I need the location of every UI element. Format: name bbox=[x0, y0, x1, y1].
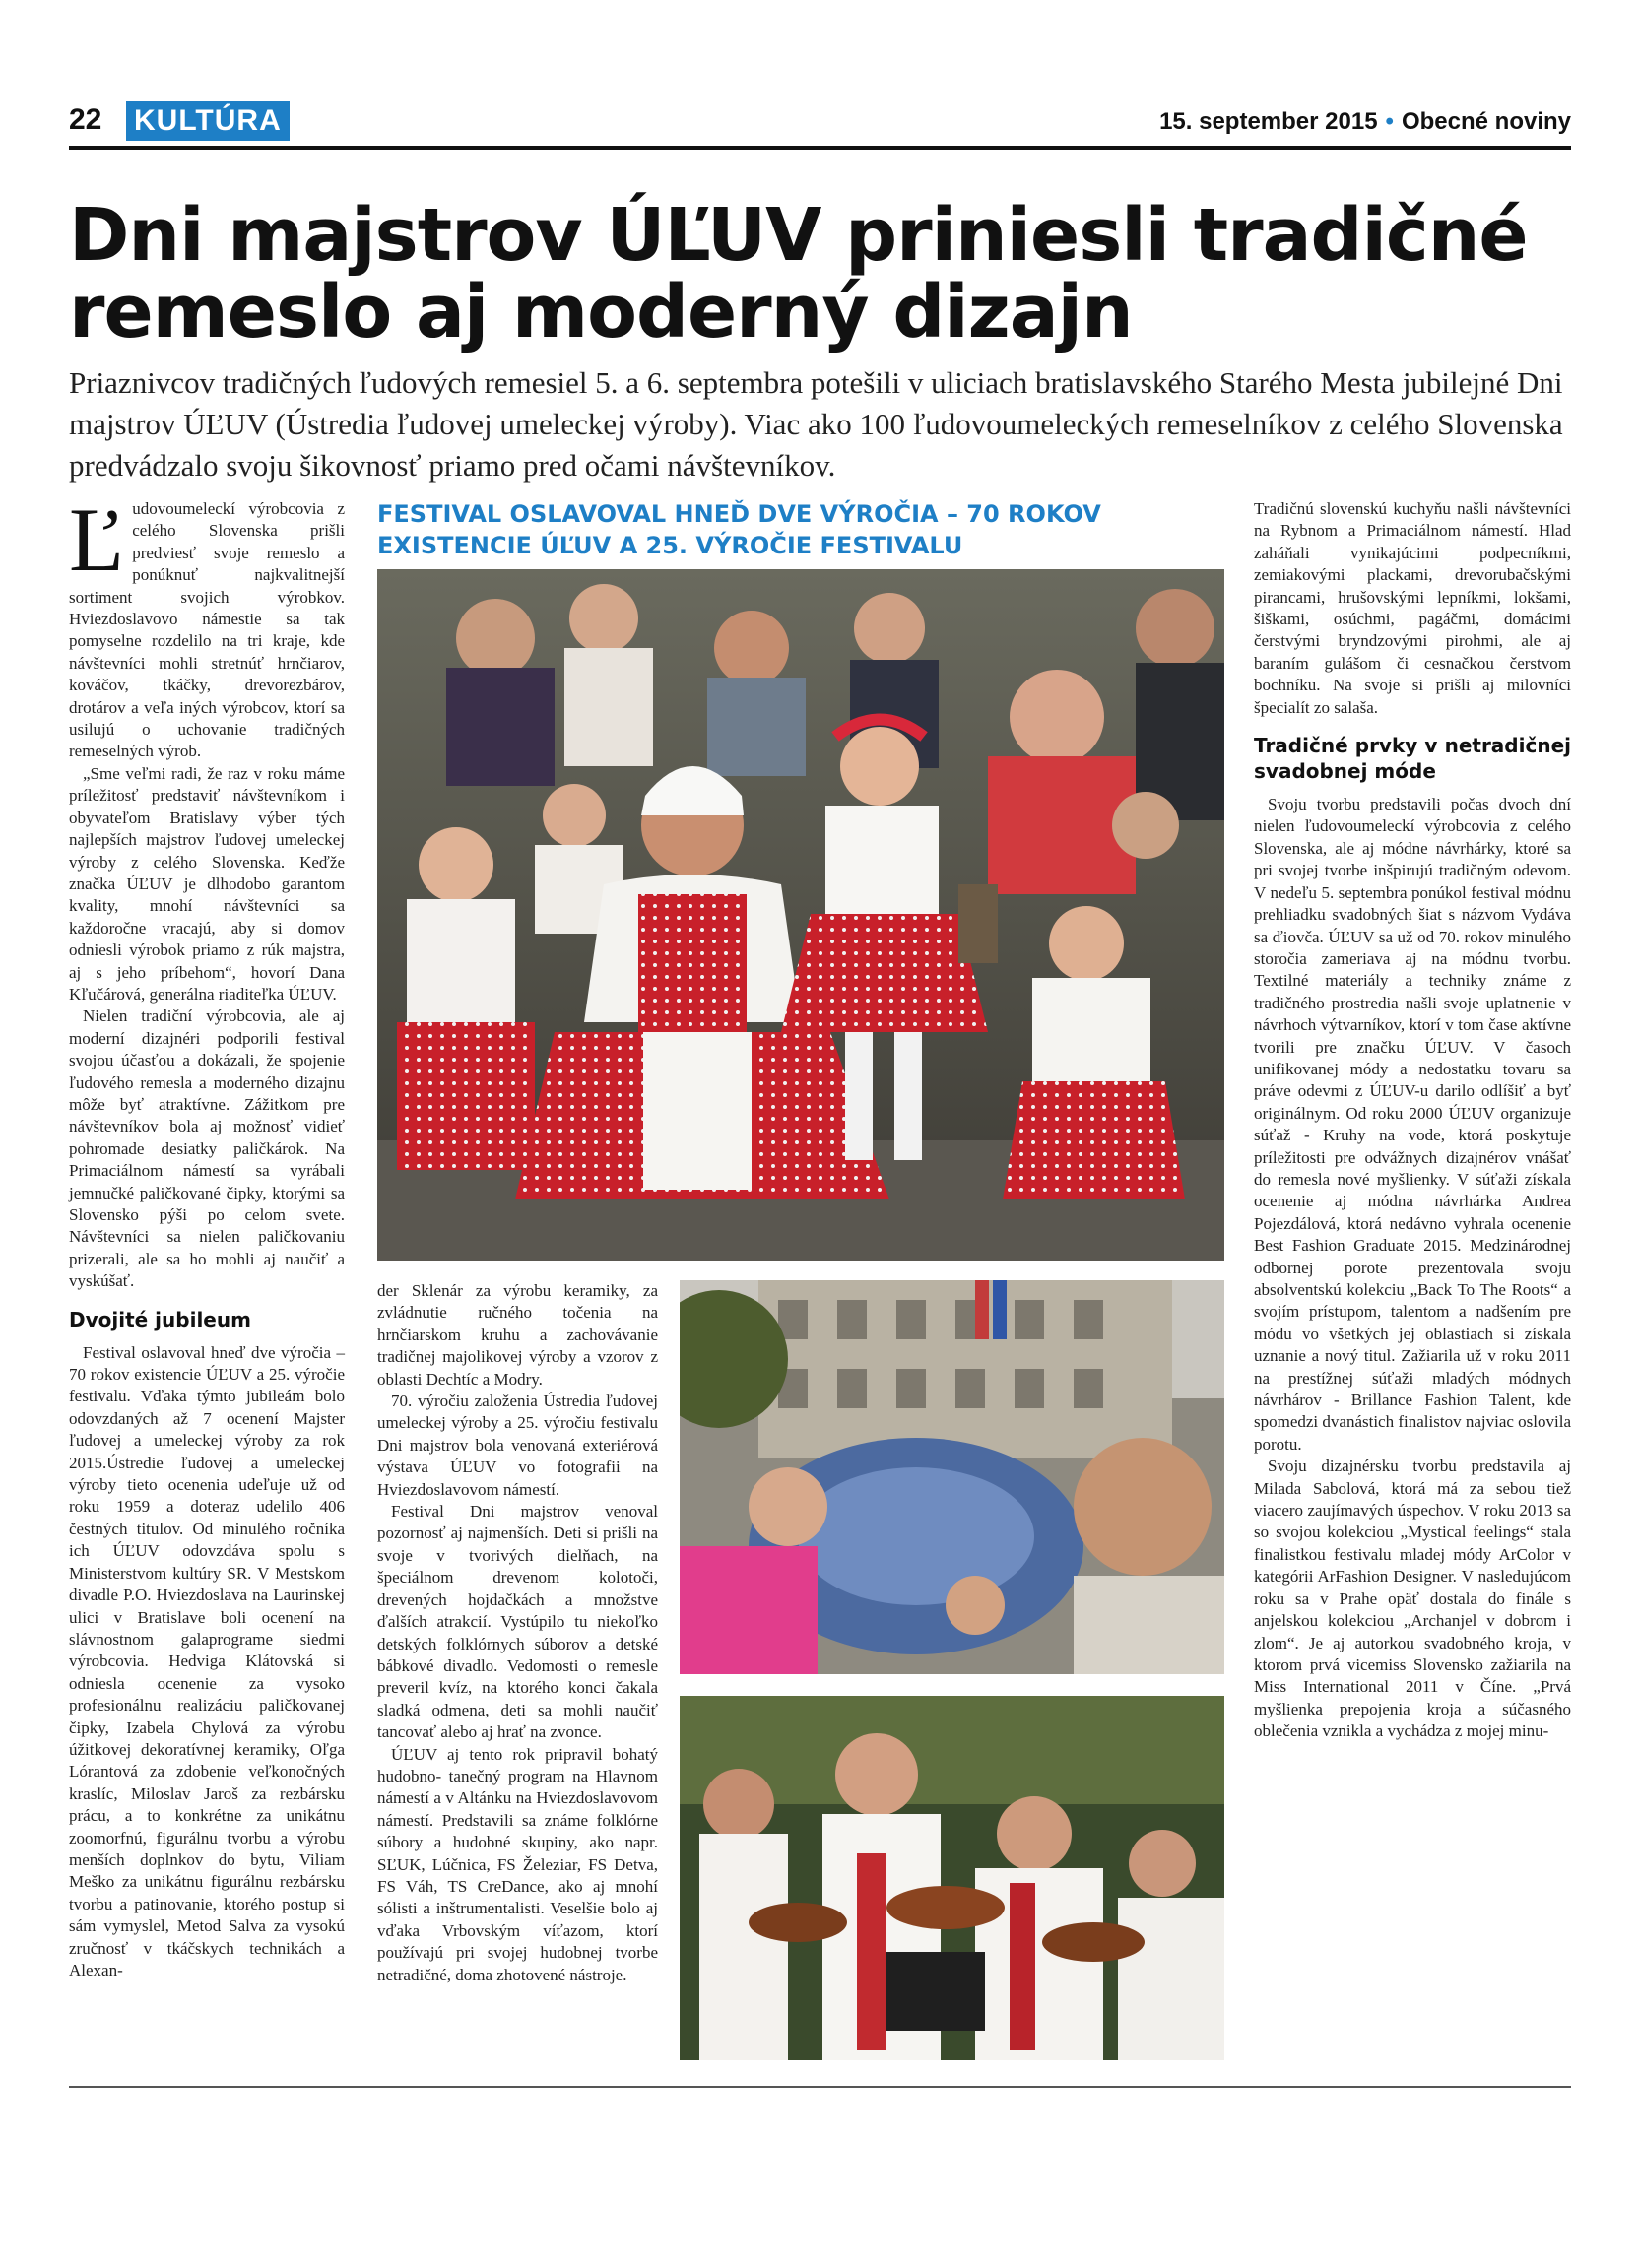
section-label: KULTÚRA bbox=[126, 101, 290, 141]
header-rule bbox=[69, 146, 1571, 150]
paragraph: der Sklenár za výrobu keramiky, za zvládnutie ručného točenia na hrnčiarskom kruhu a zachovávanie tradičnej majolikovej výroby a vzorov z oblasti Dechtíc a Modry. bbox=[377, 1281, 658, 1389]
paragraph: Festival Dni majstrov venoval pozornosť aj najmenších. Deti si prišli na svoje v tvorivých dielňach, na špeciálnom drevenom kolotoči, drevených hojdačkách a množstve ďalších atrakcií. Vystúpilo tu niekoľko detských folklórnych súborov a detské bábkové divadlo. Vedomosti o remesle preveril kvíz, na ktorého konci čakala sladká odmena, deti sa mohli naučiť tancovať alebo aj hrať na zvonce. bbox=[377, 1502, 658, 1742]
paragraph-text: udovoumeleckí výrobcovia z celého Slovenska prišli predviesť svoje remeslo a ponúknuť najkvalitnejší sortiment svojich výrobkov. Hviezdoslavovo námestie sa tak pomyselne rozdelilo na tri kraje, kde návštevníci mohli stretnúť hrnčiarov, kováčov, tkáčky, drevorezbárov, drotárov a veľa iných výrobcov, ktorí sa usilujú o uchovanie tradičných remeselných výrob. bbox=[69, 499, 345, 761]
paragraph: Svoju tvorbu predstavili počas dvoch dní nielen ľudovoumeleckí výrobcovia z celého Slovenska, ale aj módne návrhárky, ktoré sa pri svojej tvorbe inšpirujú tradičným odevom. V nedeľu 5. septembra ponúkol festival módnu prehliadku svadobných šiat s názvom Vydáva sa ďiovča. ÚĽUV sa už od 70. rokov minulého storočia zameriava aj na módnu tvorbu. Textilné materiály a techniky známe z tradičného prostredia našli svoje uplatnenie v návrhoch výtvarníkov, ktorí v tom čase aktívne tvorili pre značku ÚĽUV. V časoch unifikovanej módy a nedostatku tovaru sa práve odevmi z ÚĽUV-u darilo odlíšiť a byť originálnym. Od roku 2000 ÚĽUV organizuje súťaž - Kruhy na vode, ktorá poskytuje príležitosti pre odvážnych dizajnérov vnášať do remesla nové myšlienky. V súťaži získala ocenenie aj módna návrhárka Andrea Pojezdálová, ktorá nedávno vyhrala ocenenie Best Fashion Graduate 2015. Medzinárodnej odbornej porote prezentovala svoju absolventskú kolekciu „Back To The Roots“ a svojím prístupom, talentom a nadšením pre módu vo všetkých jej oblastiach si získala uznanie a nový titul. Zažiarila už v roku 2011 na prestížnej súťaži mladých módnych návrhárov - Brillance Fashion Talent, kde spomedzi dvanástich finalistov najviac oslovila porotu. bbox=[1254, 795, 1571, 1454]
subheading: Tradičné prvky v netradičnej svadobnej móde bbox=[1254, 734, 1571, 784]
musicians-photo bbox=[680, 1696, 1224, 2060]
paragraph: 70. výročiu založenia Ústredia ľudovej umeleckej výroby a 25. výročiu festivalu Dni majstrov bola venovaná exteriérová výstava ÚĽUV vo fotografii na Hviezdoslavovom námestí. bbox=[377, 1392, 658, 1499]
subheading: Dvojité jubileum bbox=[69, 1307, 251, 1331]
separator-dot: • bbox=[1385, 108, 1394, 135]
issue-info bbox=[1159, 108, 1571, 136]
lace-making-photo bbox=[680, 1280, 1224, 1674]
paragraph: ÚĽUV aj tento rok pripravil bohatý hudobno- tanečný program na Hlavnom námestí a v Altánku na Hviezdoslavovom námestí. Predstavili sa známe folklórne súbory a hudobné skupiny, ako napr. SĽUK, Lúčnica, FS Železiar, FS Detva, FS Váh, TS CreDance, ako aj mnohí sólisti a inštrumentalisti. Veselšie bolo aj vďaka Vrbovským víťazom, ktorí používajú pri svojej hudobnej tvorbe netradičné, doma zhotovené nástroje. bbox=[377, 1744, 658, 1984]
footer-rule bbox=[69, 2086, 1571, 2088]
folk-dancers-photo bbox=[377, 569, 1224, 1261]
publication-name: Obecné noviny bbox=[1401, 108, 1571, 135]
drop-cap: Ľ bbox=[69, 489, 125, 590]
column-1 bbox=[69, 489, 345, 1981]
lead-paragraph: Priaznivcov tradičných ľudových remesiel 5. a 6. septembra potešili v uliciach bratislavského Starého Mesta jubilejné Dni majstrov ÚĽUV (Ústredia ľudovej umeleckej výroby). Viac ako 100 ľudovoumeleckých remeselníkov z celého Slovenska predvádzalo svoju šikovnosť priamo pred očami návštevníkov. bbox=[69, 365, 1563, 483]
headline bbox=[69, 193, 1546, 355]
paragraph: „Sme veľmi radi, že raz v roku máme príležitosť predstaviť návštevníkom i obyvateľom Bratislavy výber tých najlepších majstrov ľudovej umeleckej výroby z celého Slovenska. Keďže značka ÚĽUV je dlhodobo garantom kvality, mnohí návštevníci sa každoročne vracajú, aby si domov odniesli výrobok priamo z rúk majstra, aj s jeho príbehom“, hovorí Dana Kľučárová, generálna riaditeľka ÚĽUV. bbox=[69, 763, 345, 1004]
paragraph: Svoju dizajnérsku tvorbu predstavila aj Milada Sabolová, ktorá má za sebou tiež viacero zaujímavých úspechov. V roku 2013 sa so svojou kolekciou „Mystical feelings“ stala finalistkou festivalu mladej módy ArColor v kategórii ArFashion Designer. V nasledujúcom roku sa v Prahe opäť dostala do finále s anjelskou kolekciou „Archanjel v dobrom i zlom“. Je aj autorkou svadobného kroja, v ktorom prvá vicemiss Slovensko zažiarila na Miss International 2011 v Číne. „Prvá myšlienka prepojenia kroja a súčasného oblečenia vznikla a vychádza z mojej minu- bbox=[1254, 1457, 1571, 1741]
issue-date: 15. september 2015 bbox=[1159, 108, 1378, 135]
column-2 bbox=[377, 1280, 658, 1986]
column-4 bbox=[1254, 498, 1571, 1743]
paragraph: Festival oslavoval hneď dve výročia – 70 rokov existencie ÚĽUV a 25. výročie festivalu. Vďaka týmto jubileám bolo odovzdaných až 7 ocenení Majster ľudovej a umeleckej výroby za rok 2015.Ústredie ľudovej a umeleckej výroby tieto ocenenia udeľuje už od roku 1959 a doteraz udelilo 406 čestných titulov. Od minulého ročníka ich ÚĽUV odovzdáva spolu s Ministerstvom kultúry SR. V Mestskom divadle P.O. Hviezdoslava na Laurinskej ulici v Bratislave boli ocenení na slávnostnom galaprograme siedmi výrobcovia. Hedviga Klátovská si odniesla ocenenie za vysoko profesionálnu realizáciu paličkovanej čipky, Izabela Chylová za výrobu úžitkovej dekoratívnej keramiky, Oľga Lórantová za zdobenie veľkonočných kraslíc, Miloslav Jaroš za rezbársku prácu, a to konkrétne za unikátnu zoomorfnú, figurálnu tvorbu a výrobu menších doplnkov do bytu, Viliam Meško za unikátnu figurálnu rezbársku tvorbu a patinovanie, ktorého postup si sám vymyslel, Metod Salva za vysokú zručnosť v tkáčskych technikách a Alexan- bbox=[69, 1342, 345, 1979]
headline-line-1: Dni majstrov ÚĽUV priniesli tradičné bbox=[69, 193, 1528, 278]
page-number: 22 bbox=[69, 103, 102, 136]
headline-line-2: remeslo aj moderný dizajn bbox=[69, 270, 1133, 355]
pull-quote: FESTIVAL OSLAVOVAL HNEĎ DVE VÝROČIA – 70 ROKOV EXISTENCIE ÚĽUV A 25. VÝROČIE FESTIVALU bbox=[377, 500, 1101, 559]
paragraph: Nielen tradiční výrobcovia, ale aj moderní dizajnéri podporili festival svojou účasťou a dokázali, že spojenie ľudového remesla a moderného dizajnu môže byť atraktívne. Zážitkom pre návštevníkov bola aj možnosť vidieť pohromade desiatky paličkárok. Na Primaciálnom námestí sa vyrábali jemnučké paličkované čipky, ktorými sa Slovensko pýši po celom svete. Návštevníci sa nielen paličkovaniu prizerali, ale sa ho mohli aj naučiť a vyskúšať. bbox=[69, 1006, 345, 1291]
paragraph: Tradičnú slovenskú kuchyňu našli návštevníci na Rybnom a Primaciálnom námestí. Hlad zaháňali vynikajúcimi podpecníkmi, zemiakovými plackami, drevorubačskými pirancami, hrušovskými lepníkmi, lokšami, šiškami, osúchmi, pagáčmi, domácimi čerstvými bryndzovými pirohmi, ale aj baraním gulášom či cesnačkou čerstvom bochníku. Na svoje si prišli aj milovníci špecialít zo salaša. bbox=[1254, 499, 1571, 717]
paragraph bbox=[69, 489, 345, 763]
